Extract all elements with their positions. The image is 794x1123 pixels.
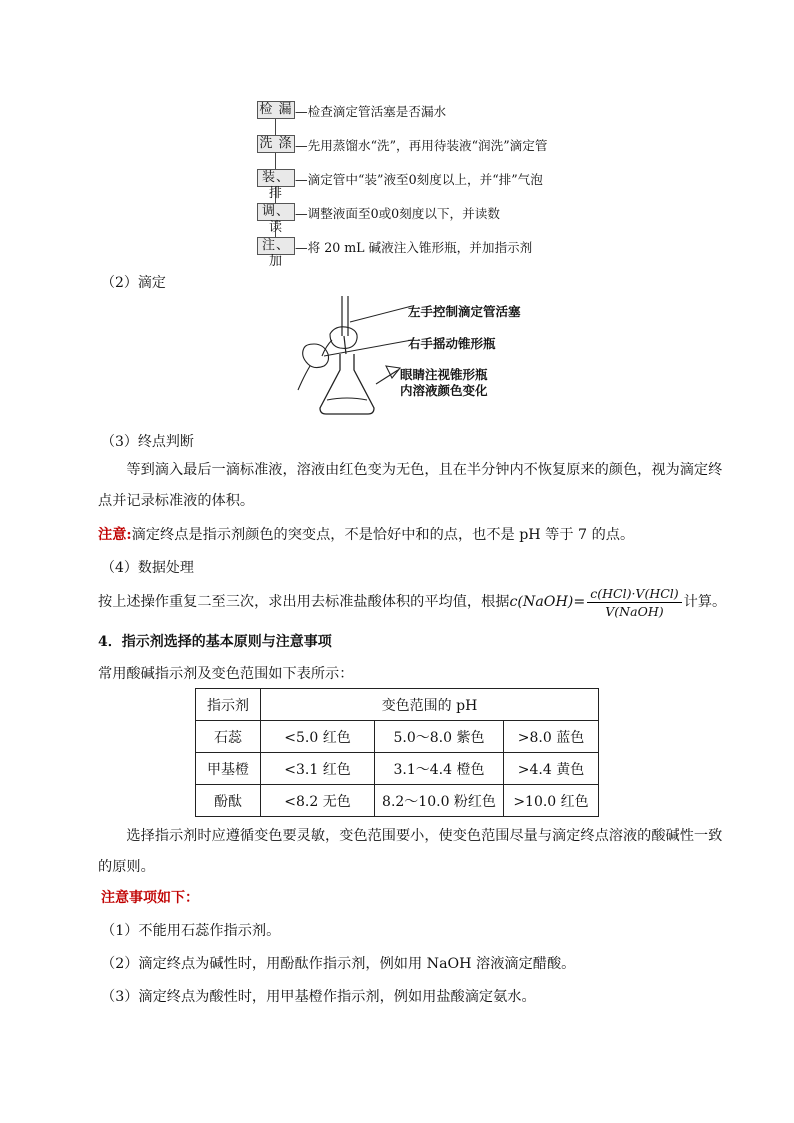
flow-step	[257, 135, 547, 153]
flow-step	[257, 101, 446, 119]
data-processing-paragraph	[98, 584, 738, 620]
table-cell: >8.0 蓝色	[504, 721, 599, 753]
formula-denominator: V(NaOH)	[605, 603, 664, 619]
table-cell: >10.0 红色	[504, 785, 599, 817]
figure-label-left-hand: 左手控制滴定管活塞	[408, 304, 521, 319]
table-row	[196, 753, 599, 785]
indicator-table	[195, 688, 599, 817]
section-title-titration: （2）滴定	[101, 275, 166, 291]
formula-left: c(NaOH)=	[509, 594, 586, 610]
table-header-range: 变色范围的 pH	[261, 689, 599, 721]
data-text-after: 计算。	[683, 594, 727, 610]
table-cell-name: 甲基橙	[196, 753, 261, 785]
formula-numerator: c(HCl)·V(HCl)	[587, 585, 681, 603]
heading-indicator-selection: 4．指示剂选择的基本原则与注意事项	[98, 634, 332, 650]
figure-label-eyes	[400, 367, 488, 399]
table-cell-name: 酚酞	[196, 785, 261, 817]
flow-step-desc: —滴定管中“装”液至0刻度以上，并“排”气泡	[295, 171, 543, 187]
flow-step-label: 装、排	[257, 169, 295, 187]
flow-connector	[275, 152, 276, 170]
table-row	[196, 785, 599, 817]
principle-paragraph: 选择指示剂时应遵循变色要灵敏，变色范围要小，使变色范围尽量与滴定终点溶液的酸碱性一致的原则。	[98, 828, 723, 875]
table-cell: 5.0～8.0 紫色	[375, 721, 504, 753]
table-cell: >4.4 黄色	[504, 753, 599, 785]
flow-step-desc: —先用蒸馏水“洗”，再用待装液“润洗”滴定管	[295, 137, 548, 153]
table-header-indicator: 指示剂	[196, 689, 261, 721]
table-cell-name: 石蕊	[196, 721, 261, 753]
figure-label-eyes-line1: 眼睛注视锥形瓶	[400, 367, 488, 382]
endpoint-paragraph: 等到滴入最后一滴标准液，溶液由红色变为无色，且在半分钟内不恢复原来的颜色，视为滴定终点并记录标准液的体积。	[98, 462, 723, 509]
note-paragraph	[98, 520, 723, 551]
table-cell: <8.2 无色	[261, 785, 375, 817]
flow-step	[257, 237, 533, 269]
flow-step-label: 注、加	[257, 237, 295, 255]
flow-connector	[275, 118, 276, 136]
table-cell: 8.2～10.0 粉红色	[375, 785, 504, 817]
table-cell: <3.1 红色	[261, 753, 375, 785]
table-cell: 3.1～4.4 橙色	[375, 753, 504, 785]
notes-heading	[101, 887, 199, 907]
flow-step	[257, 169, 543, 201]
note-label: 注意:	[98, 527, 132, 543]
note-item: （3）滴定终点为酸性时，用甲基橙作指示剂，例如用盐酸滴定氨水。	[101, 989, 536, 1005]
table-header-row	[196, 689, 599, 721]
figure-label-right-hand: 右手摇动锥形瓶	[408, 336, 496, 351]
section-title-data: （4）数据处理	[101, 560, 194, 576]
note-item: （2）滴定终点为碱性时，用酚酞作指示剂，例如用 NaOH 溶液滴定醋酸。	[101, 956, 576, 972]
flow-step-label: 调、读	[257, 203, 295, 221]
table-row	[196, 721, 599, 753]
table-intro: 常用酸碱指示剂及变色范围如下表所示：	[98, 666, 354, 682]
flow-step-desc: —将 20 mL 碱液注入锥形瓶，并加指示剂	[295, 239, 533, 255]
note-text: 滴定终点是指示剂颜色的突变点，不是恰好中和的点，也不是 pH 等于 7 的点。	[131, 527, 635, 543]
flow-step	[257, 203, 500, 235]
flow-step-label: 洗 涤	[257, 135, 295, 153]
formula-fraction	[587, 585, 681, 620]
figure-label-eyes-line2: 内溶液颜色变化	[400, 383, 488, 398]
flow-step-label: 检 漏	[257, 101, 295, 119]
flow-step-desc: —调整液面至0或0刻度以下，并读数	[295, 205, 500, 221]
note-item: （1）不能用石蕊作指示剂。	[101, 923, 281, 939]
section-title-endpoint: （3）终点判断	[101, 434, 194, 450]
notes-heading-text: 注意事项如下：	[101, 890, 199, 906]
flow-step-desc: —检查滴定管活塞是否漏水	[295, 103, 447, 119]
data-text-before: 按上述操作重复二至三次，求出用去标准盐酸体积的平均值，根据	[98, 594, 510, 610]
table-cell: <5.0 红色	[261, 721, 375, 753]
